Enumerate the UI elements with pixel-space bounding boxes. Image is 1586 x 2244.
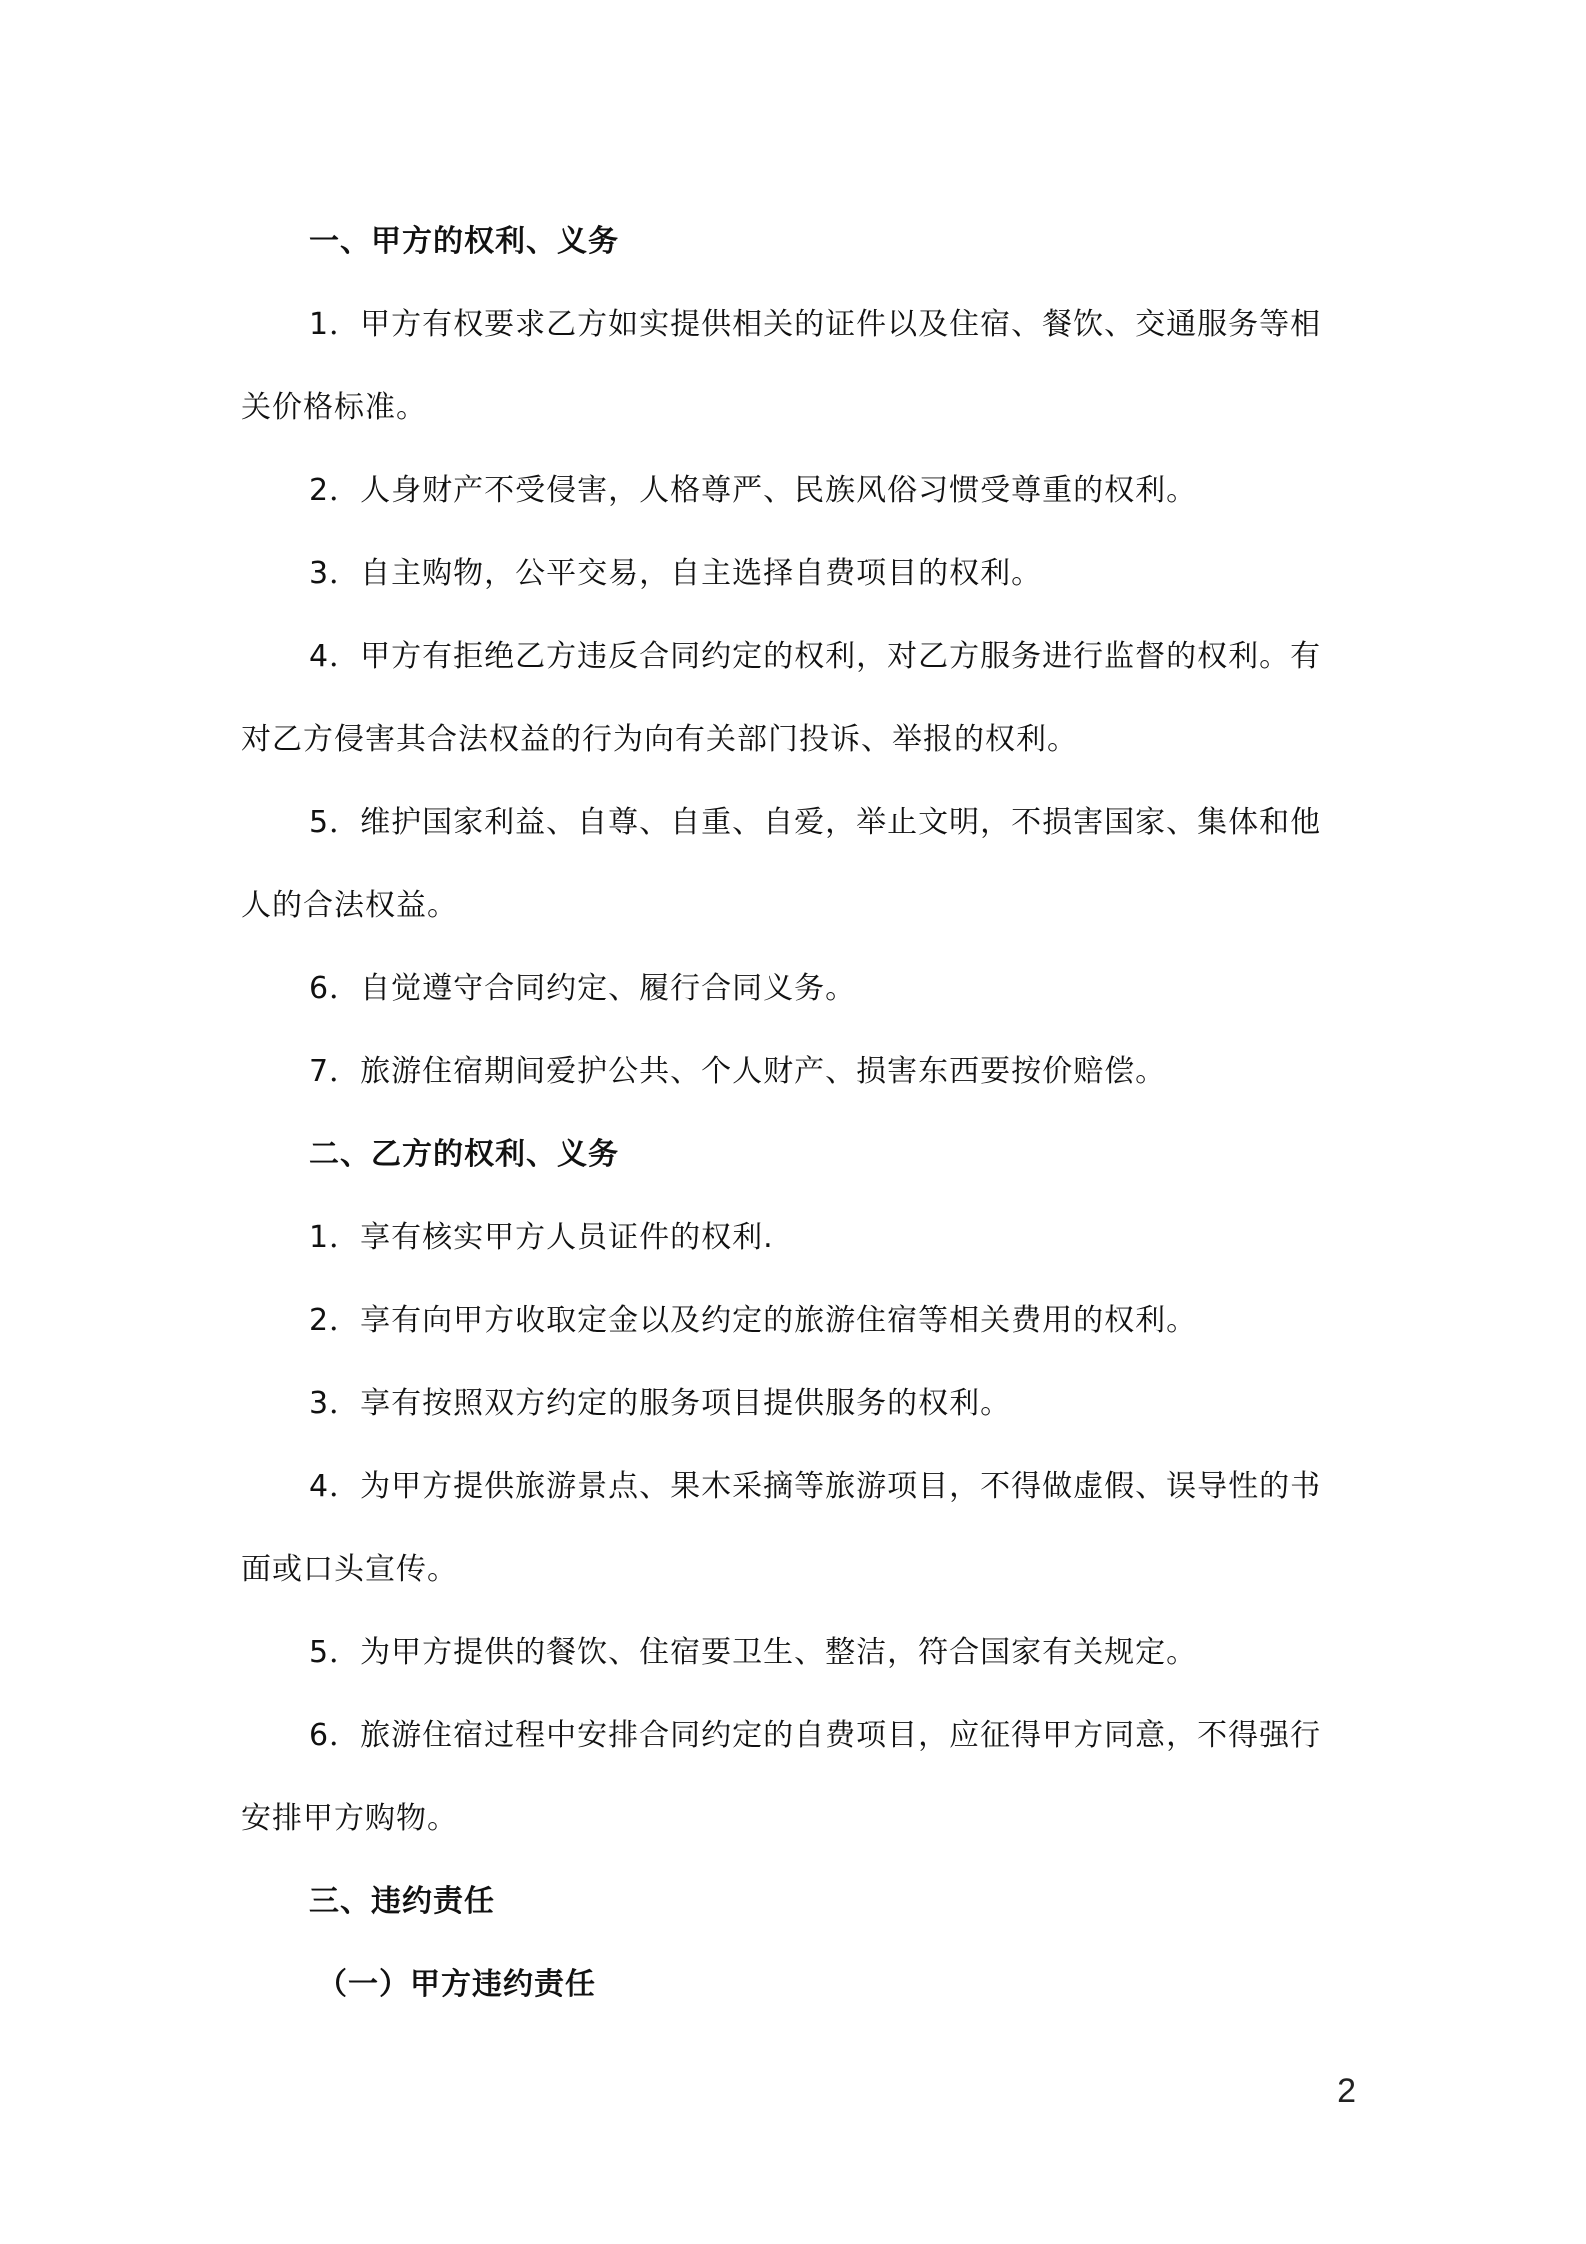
party-b-item-3: 3．享有按照双方约定的服务项目提供服务的权利。 [309,1386,1012,1421]
party-b-item-6-cont: 安排甲方购物。 [241,1801,458,1836]
party-a-item-6: 6．自觉遵守合同约定、履行合同义务。 [309,971,857,1006]
section-heading-party-b: 二、乙方的权利、义务 [309,1137,619,1172]
party-a-item-5-cont: 人的合法权益。 [241,888,458,923]
party-b-item-1: 1．享有核实甲方人员证件的权利. [309,1220,774,1255]
party-a-item-3: 3．自主购物，公平交易，自主选择自费项目的权利。 [309,556,1043,591]
page-number: 2 [1337,2072,1356,2110]
party-b-item-4-cont: 面或口头宣传。 [241,1552,458,1587]
party-b-item-2: 2．享有向甲方收取定金以及约定的旅游住宿等相关费用的权利。 [309,1303,1198,1338]
party-a-item-4-cont: 对乙方侵害其合法权益的行为向有关部门投诉、举报的权利。 [241,722,1078,757]
party-a-item-1: 1．甲方有权要求乙方如实提供相关的证件以及住宿、餐饮、交通服务等相 [309,307,1322,342]
subheading-party-a-breach: （一）甲方违约责任 [317,1967,596,2002]
party-b-item-6: 6．旅游住宿过程中安排合同约定的自费项目，应征得甲方同意，不得强行 [309,1718,1322,1753]
party-a-item-2: 2．人身财产不受侵害，人格尊严、民族风俗习惯受尊重的权利。 [309,473,1198,508]
section-heading-breach: 三、违约责任 [309,1884,495,1919]
party-a-item-4: 4．甲方有拒绝乙方违反合同约定的权利，对乙方服务进行监督的权利。有 [309,639,1322,674]
party-a-item-7: 7．旅游住宿期间爱护公共、个人财产、损害东西要按价赔偿。 [309,1054,1167,1089]
party-a-item-1-cont: 关价格标准。 [241,390,427,425]
party-a-item-5: 5．维护国家利益、自尊、自重、自爱，举止文明，不损害国家、集体和他 [309,805,1322,840]
party-b-item-4: 4．为甲方提供旅游景点、果木采摘等旅游项目，不得做虚假、误导性的书 [309,1469,1322,1504]
party-b-item-5: 5．为甲方提供的餐饮、住宿要卫生、整洁，符合国家有关规定。 [309,1635,1198,1670]
section-heading-party-a: 一、甲方的权利、义务 [309,224,619,259]
document-body [241,200,1359,2026]
